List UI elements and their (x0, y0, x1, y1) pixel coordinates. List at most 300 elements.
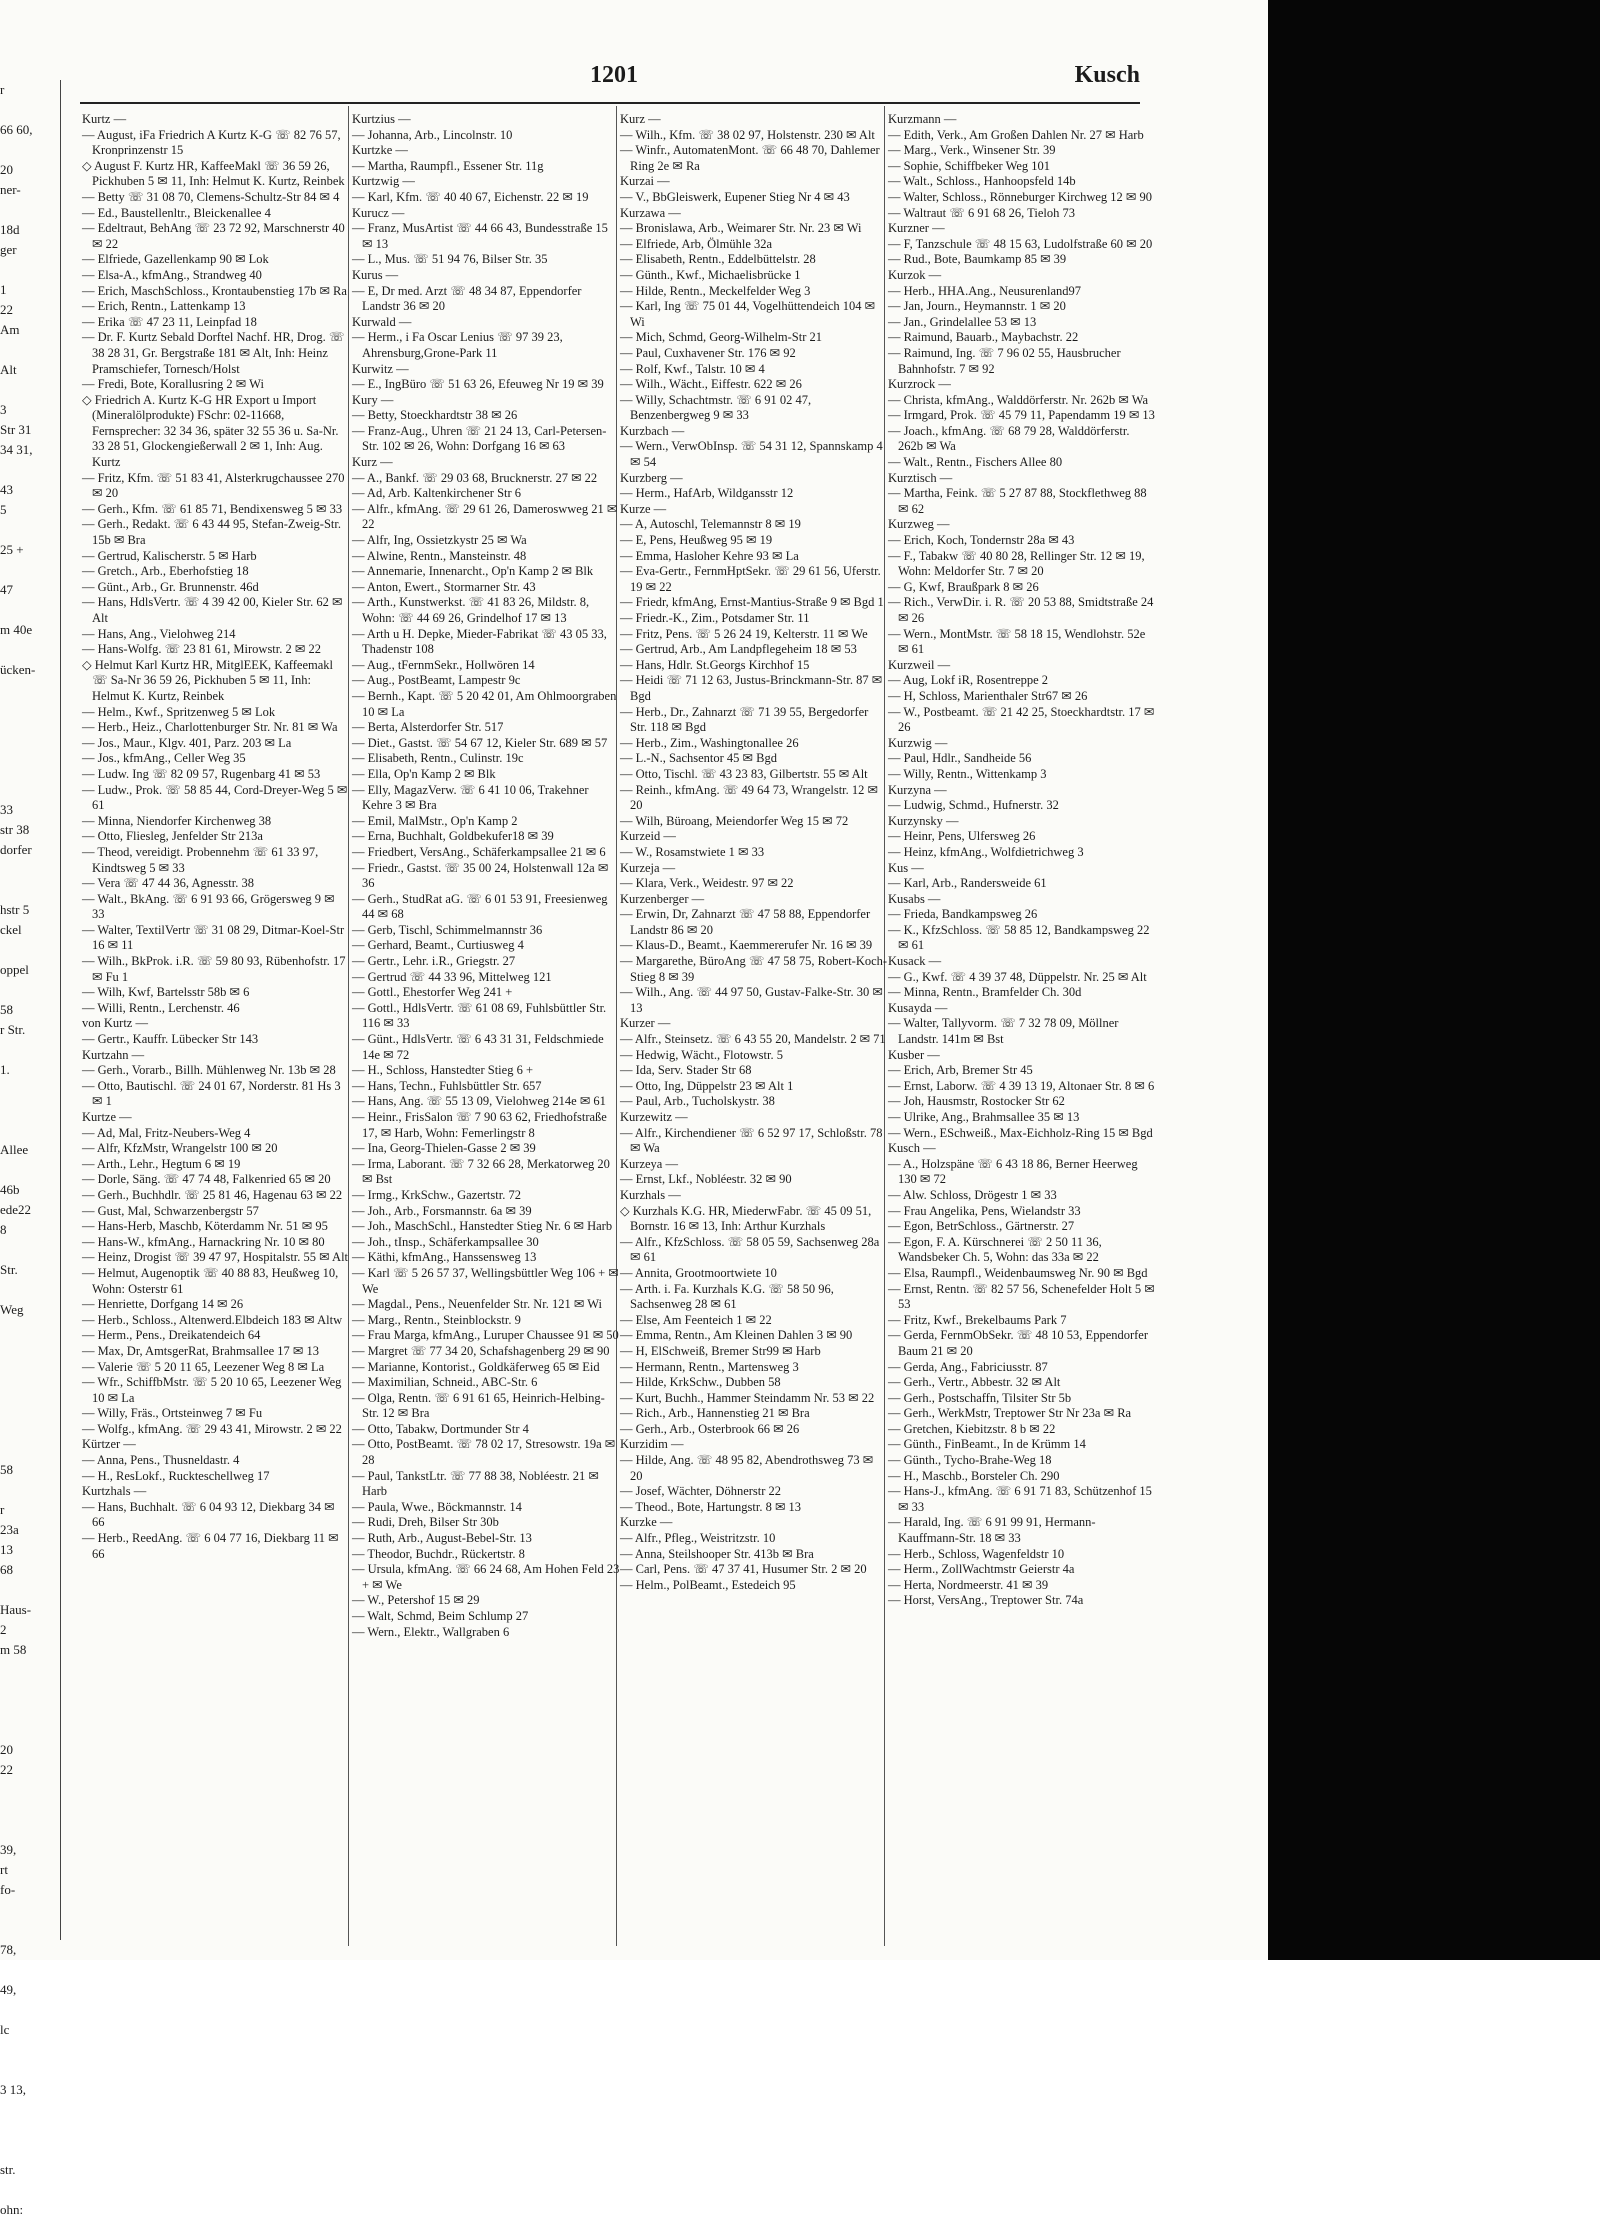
directory-entry: — Gerh., Kfm. ☏ 61 85 71, Bendixensweg 5 ✉ 33 (82, 501, 343, 516)
surname-heading: Kurzwig — (888, 735, 948, 750)
directory-entry: — Heinz, Drogist ☏ 39 47 97, Hospitalstr. 55 ✉ Alt (82, 1250, 349, 1265)
edge-fragment: 47 (0, 582, 13, 597)
directory-entry: — Joh, Hausmstr, Rostocker Str 62 (888, 1094, 1065, 1109)
directory-entry: — Herb., Heiz., Charlottenburger Str. Nr. 81 ✉ Wa (82, 720, 338, 735)
directory-entry: — Gertr., Kauffr. Lübecker Str 143 (82, 1032, 259, 1047)
surname-heading: Kus — (888, 860, 924, 875)
directory-entry: — Herb., Schloss, Wagenfeldstr 10 (888, 1546, 1065, 1561)
directory-entry: — Hans, HdlsVertr. ☏ 4 39 42 00, Kieler Str. 62 ✉ Alt (82, 595, 343, 625)
edge-fragment: oppel (0, 962, 29, 977)
edge-fragment: ede22 (0, 1202, 32, 1217)
directory-entry: — Hans-J., kfmAng. ☏ 6 91 71 83, Schützenhof 15 ✉ 33 (888, 1484, 1152, 1514)
edge-fragment: 68 (0, 1562, 13, 1577)
edge-fragment: fo- (0, 1882, 16, 1897)
surname-heading: Kusayda — (888, 1000, 948, 1015)
directory-entry: — Magdal., Pens., Neuenfelder Str. Nr. 121 ✉ Wi (352, 1297, 602, 1312)
edge-fragment: 22 (0, 1762, 13, 1777)
directory-entry: — Otto, Fliesleg, Jenfelder Str 213a (82, 829, 263, 844)
edge-fragment: 33 (0, 802, 13, 817)
directory-entry: — Karl, Ing ☏ 75 01 44, Vogelhüttendeich 104 ✉ Wi (620, 299, 876, 329)
directory-entry: — Gertrud, Kalischerstr. 5 ✉ Harb (82, 548, 257, 563)
directory-entry: — A., Bankf. ☏ 29 03 68, Brucknerstr. 27 ✉ 22 (352, 470, 598, 485)
directory-entry: — Annemarie, Innenarcht., Op'n Kamp 2 ✉ Blk (352, 564, 594, 579)
directory-entry: — Johanna, Arb., Lincolnstr. 10 (352, 127, 513, 142)
directory-entry: — Hermann, Rentn., Martensweg 3 (620, 1359, 799, 1374)
directory-entry: — Mich, Schmd, Georg-Wilhelm-Str 21 (620, 330, 823, 345)
directory-entry: — Wilh., Kfm. ☏ 38 02 97, Holstenstr. 230 ✉ Alt (620, 127, 875, 142)
edge-fragment (0, 200, 60, 220)
directory-entry: — Betty, Stoeckhardtstr 38 ✉ 26 (352, 408, 518, 423)
surname-heading: Kurzrock — (888, 377, 951, 392)
surname-heading: Kurz — (620, 112, 661, 126)
edge-fragment (0, 1160, 60, 1180)
edge-fragment: 78, (0, 1942, 17, 1957)
directory-entry: — Walt., BkAng. ☏ 6 91 93 66, Grögersweg 9 ✉ 33 (82, 891, 335, 922)
surname-heading: Kurzawa — (620, 205, 681, 220)
directory-entry: — Betty ☏ 31 08 70, Clemens-Schultz-Str 84 ✉ 4 (82, 189, 340, 204)
directory-entry: — Gerda, FernmObSekr. ☏ 48 10 53, Eppendorfer Baum 21 ✉ 20 (888, 1328, 1149, 1358)
surname-heading: Kurtzahn — (82, 1047, 145, 1062)
edge-fragment (0, 780, 60, 800)
directory-entry: — Gerda, Ang., Fabriciusstr. 87 (888, 1359, 1048, 1374)
directory-entry: — Franz-Aug., Uhren ☏ 21 24 13, Carl-Petersen-Str. 102 ✉ 26, Wohn: Dorfgang 16 ✉ 63 (352, 423, 607, 454)
directory-entry: — Rud., Bote, Baumkamp 85 ✉ 39 (888, 252, 1067, 267)
directory-entry: — Friedr.-K., Zim., Potsdamer Str. 11 (620, 611, 810, 625)
directory-entry: — Hilde, Ang. ☏ 48 95 82, Abendrothsweg 73 ✉ 20 (620, 1453, 874, 1483)
surname-heading: Kurzenberger — (620, 891, 705, 906)
directory-entry: — A, Autoschl, Telemannstr 8 ✉ 19 (620, 517, 801, 532)
directory-entry: — Raimund, Bauarb., Maybachstr. 22 (888, 330, 1079, 345)
directory-entry: — Günt., HdlsVertr. ☏ 6 43 31 31, Feldschmiede 14e ✉ 72 (352, 1032, 604, 1062)
directory-entry: — Rich., Arb., Hannenstieg 21 ✉ Bra (620, 1406, 810, 1421)
directory-entry: — Marg., Rentn., Steinblockstr. 9 (352, 1312, 521, 1327)
directory-entry: — H., Schloss, Hanstedter Stieg 6 + (352, 1063, 533, 1078)
directory-entry: — Margret ☏ 77 34 20, Schafshagenberg 29 ✉ 90 (352, 1343, 610, 1358)
edge-fragment (0, 1380, 60, 1400)
directory-entry: — Heinz, kfmAng., Wolfdietrichweg 3 (888, 844, 1084, 859)
directory-entry: — Emil, MalMstr., Op'n Kamp 2 (352, 813, 518, 828)
directory-entry: — Wolfg., kfmAng. ☏ 29 43 41, Mirowstr. 2 ✉ 22 (82, 1421, 342, 1436)
directory-entry: — Eva-Gertr., FernmHptSekr. ☏ 29 61 56, Uferstr. 19 ✉ 22 (620, 564, 881, 594)
directory-entry: — Hedwig, Wächt., Flotowstr. 5 (620, 1047, 783, 1062)
directory-entry: — Ursula, kfmAng. ☏ 66 24 68, Am Hohen Feld 23 + ✉ We (352, 1562, 620, 1592)
surname-heading: Kurzok — (888, 267, 942, 282)
directory-entry: — Gerh., Vorarb., Billh. Mühlenweg Nr. 13b ✉ 28 (82, 1063, 336, 1078)
directory-entry: — A., Holzspäne ☏ 6 43 18 86, Berner Heerweg 130 ✉ 72 (888, 1156, 1138, 1187)
edge-fragment: Am (0, 322, 20, 337)
edge-fragment: 58 (0, 1002, 13, 1017)
surname-heading: Kurzewitz — (620, 1110, 688, 1124)
directory-entry: — Jos., Maur., Klgv. 401, Parz. 203 ✉ La (82, 735, 292, 750)
directory-entry: — Jan, Journ., Heymannstr. 1 ✉ 20 (888, 299, 1066, 314)
directory-entry: — Elsa, Raumpfl., Weidenbaumsweg Nr. 90 ✉ Bgd (888, 1265, 1148, 1280)
directory-entry: — G., Kwf. ☏ 4 39 37 48, Düppelstr. Nr. 25 ✉ Alt (888, 969, 1147, 984)
directory-entry: — H, ElSchweiß, Bremer Str99 ✉ Harb (620, 1343, 821, 1358)
directory-entry: — Friedr, kfmAng, Ernst-Mantius-Straße 9 ✉ Bgd 1 (620, 595, 884, 610)
edge-fragment: 66 60, (0, 122, 33, 137)
directory-entry: — Wern., VerwObInsp. ☏ 54 31 12, Spannskamp 4 ✉ 54 (620, 439, 883, 470)
directory-entry: — L., Mus. ☏ 51 94 76, Bilser Str. 35 (352, 252, 548, 267)
edge-fragment: Str 31 (0, 422, 32, 437)
directory-column-1 (82, 112, 350, 1942)
surname-heading: Kurzeya — (620, 1156, 678, 1171)
directory-entry: — Theod, vereidigt. Probennehm ☏ 61 33 97, Kindtsweg 5 ✉ 33 (82, 844, 319, 875)
surname-heading: Kurzweil — (888, 657, 951, 672)
edge-fragment (0, 1420, 60, 1440)
edge-fragment: 43 (0, 482, 13, 497)
directory-entry: — Arth. i. Fa. Kurzhals K.G. ☏ 58 50 96, Sachsenweg 28 ✉ 61 (620, 1281, 834, 1312)
edge-fragment (0, 2180, 60, 2200)
edge-fragment (0, 1960, 60, 1980)
directory-entry: — Walt., Rentn., Fischers Allee 80 (888, 455, 1063, 470)
header-rule (80, 102, 1140, 104)
directory-entry: — Erich, Arb, Bremer Str 45 (888, 1063, 1033, 1078)
directory-entry: — Gottl., HdlsVertr. ☏ 61 08 69, Fuhlsbüttler Str. 116 ✉ 33 (352, 1000, 607, 1031)
surname-heading: Kurz — (352, 455, 393, 470)
edge-fragment: Haus- (0, 1602, 32, 1617)
directory-column-2 (352, 112, 620, 1942)
directory-entry: — Gerh., WerkMstr, Treptower Str Nr 23a ✉ Ra (888, 1406, 1132, 1421)
directory-entry: — Klaus-D., Beamt., Kaemmererufer Nr. 16 ✉ 39 (620, 938, 873, 953)
surname-heading: Kurzeja — (620, 860, 676, 875)
directory-entry: — Hans-Wolfg. ☏ 23 81 61, Mirowstr. 2 ✉ 22 (82, 642, 321, 657)
directory-entry: — Egon, F. A. Kürschnerei ☏ 2 50 11 36, Wandsbeker Ch. 5, Wohn: das 33a ✉ 22 (888, 1234, 1102, 1265)
directory-entry: — W., Rosamstwiete 1 ✉ 33 (620, 844, 765, 859)
directory-entry: — Walt., Schloss., Hanhoopsfeld 14b (888, 174, 1076, 189)
directory-entry: — Gretch., Arb., Eberhofstieg 18 (82, 564, 249, 579)
directory-entry: — Otto, Ing, Düppelstr 23 ✉ Alt 1 (620, 1078, 794, 1093)
directory-entry: — Hans, Hdlr. St.Georgs Kirchhof 15 (620, 657, 810, 672)
edge-fragment (0, 2060, 60, 2080)
surname-heading: Kurzidim — (620, 1437, 684, 1452)
edge-fragment (0, 1320, 60, 1340)
edge-fragment (0, 1660, 60, 1680)
directory-entry: — Emma, Rentn., Am Kleinen Dahlen 3 ✉ 90 (620, 1328, 853, 1343)
directory-entry: — Diet., Gastst. ☏ 54 67 12, Kieler Str. 689 ✉ 57 (352, 735, 608, 750)
directory-entry: — Erwin, Dr, Zahnarzt ☏ 47 58 88, Eppendorfer Landstr 86 ✉ 20 (620, 907, 871, 937)
directory-entry: — Elisabeth, Rentn., Culinstr. 19c (352, 751, 524, 766)
edge-fragment: 5 (0, 502, 7, 517)
directory-entry: — Herb., HHA.Ang., Neusurenland97 (888, 283, 1082, 298)
directory-entry: — Herb., Schloss., Altenwerd.Elbdeich 183 ✉ Altw (82, 1312, 343, 1327)
edge-fragment (0, 2100, 60, 2120)
directory-entry: — Gottl., Ehestorfer Weg 241 + (352, 985, 513, 1000)
directory-entry: — Hans-Herb, Maschb, Köterdamm Nr. 51 ✉ 95 (82, 1219, 328, 1234)
directory-entry: — Ina, Georg-Thielen-Gasse 2 ✉ 39 (352, 1141, 536, 1156)
directory-entry: — Marianne, Kontorist., Goldkäferweg 65 ✉ Eid (352, 1359, 600, 1374)
directory-entry: — Arth u H. Depke, Mieder-Fabrikat ☏ 43 05 33, Thadenstr 108 (352, 626, 607, 657)
surname-heading: Kurzai — (620, 174, 670, 189)
surname-heading: Kurtzius — (352, 112, 411, 126)
directory-entry: — Paul, Arb., Tucholskystr. 38 (620, 1094, 775, 1109)
edge-fragment (0, 880, 60, 900)
surname-heading: Kurze — (620, 501, 667, 516)
surname-heading: Kurzeid — (620, 829, 676, 844)
surname-heading: Kurzhals — (620, 1187, 681, 1202)
edge-fragment: 58 (0, 1462, 13, 1477)
surname-heading: Kurtzwig — (352, 174, 415, 189)
scanner-background (1268, 0, 1600, 2177)
directory-entry: — Wfr., SchiffbMstr. ☏ 5 20 10 65, Leezener Weg 10 ✉ La (82, 1375, 342, 1405)
directory-entry: — Frau Marga, kfmAng., Luruper Chaussee 91 ✉ 50 (352, 1328, 619, 1343)
edge-fragment: 23a (0, 1522, 19, 1537)
directory-entry: — Herta, Nordmeerstr. 41 ✉ 39 (888, 1577, 1049, 1592)
directory-entry: — Joh., tInsp., Schäferkampsallee 30 (352, 1234, 539, 1249)
margin-area (1268, 1960, 1600, 2177)
directory-entry: — Reinh., kfmAng. ☏ 49 64 73, Wrangelstr. 12 ✉ 20 (620, 782, 878, 813)
edge-fragment: ckel (0, 922, 22, 937)
edge-fragment: ner- (0, 182, 21, 197)
edge-fragment (0, 980, 60, 1000)
directory-entry: — K., KfzSchloss. ☏ 58 85 12, Bandkampsweg 22 ✉ 61 (888, 922, 1150, 953)
edge-fragment: 34 31, (0, 442, 33, 457)
directory-entry: — Ludw. Ing ☏ 82 09 57, Rugenbarg 41 ✉ 53 (82, 766, 321, 781)
directory-entry: — Karl, Arb., Randersweide 61 (888, 876, 1047, 891)
directory-entry: — Alfr., Kirchendiener ☏ 6 52 97 17, Schloßstr. 78 ✉ Wa (620, 1125, 883, 1156)
directory-entry: — Theodor, Buchdr., Rückertstr. 8 (352, 1546, 525, 1561)
directory-entry: — Wilh., Wächt., Eiffestr. 622 ✉ 26 (620, 377, 802, 392)
directory-entry: — Dr. F. Kurtz Sebald Dorftel Nachf. HR, Drog. ☏ 38 28 31, Gr. Bergstraße 181 ✉ Alt, Inh: Heinz Pramschiefer, Tornesch/Holst (82, 330, 345, 376)
directory-entry: — Edith, Verk., Am Großen Dahlen Nr. 27 ✉ Harb (888, 127, 1144, 142)
edge-fragment (0, 1360, 60, 1380)
directory-entry: — Gerhard, Beamt., Curtiusweg 4 (352, 938, 524, 953)
edge-fragment: 2 (0, 1622, 7, 1637)
edge-fragment: 3 (0, 402, 7, 417)
directory-entry: — Hans, Ang. ☏ 55 13 09, Vielohweg 214e ✉ 61 (352, 1094, 606, 1109)
edge-fragment (0, 680, 60, 700)
directory-entry: — Ludw., Prok. ☏ 58 85 44, Cord-Dreyer-Weg 5 ✉ 61 (82, 782, 348, 813)
edge-fragment (0, 2120, 60, 2140)
surname-heading: Kurtz — (82, 112, 127, 126)
directory-entry: — Elfriede, Gazellenkamp 90 ✉ Lok (82, 252, 269, 267)
directory-entry: — Herm., i Fa Oscar Lenius ☏ 97 39 23, Ahrensburg,Grone-Park 11 (352, 330, 563, 360)
directory-entry: — Karl, Kfm. ☏ 40 40 67, Eichenstr. 22 ✉ 19 (352, 189, 589, 204)
directory-entry: — Willy, Fräs., Ortsteinweg 7 ✉ Fu (82, 1406, 263, 1421)
directory-entry: — Else, Am Feenteich 1 ✉ 22 (620, 1312, 772, 1327)
edge-fragment: 20 (0, 1742, 13, 1757)
edge-fragment (0, 1920, 60, 1940)
edge-fragment: 18d (0, 222, 20, 237)
directory-entry: — Bronislawa, Arb., Weimarer Str. Nr. 23 ✉ Wi (620, 221, 862, 236)
directory-entry: — Alfr, KfzMstr, Wrangelstr 100 ✉ 20 (82, 1141, 278, 1156)
edge-fragment (0, 1820, 60, 1840)
directory-entry: — Horst, VersAng., Treptower Str. 74a (888, 1593, 1084, 1608)
directory-entry: — Fritz, Kfm. ☏ 51 83 41, Alsterkrugchaussee 270 ✉ 20 (82, 470, 345, 501)
edge-fragment: m 40e (0, 622, 33, 637)
surname-heading: Kurzner — (888, 221, 945, 236)
edge-fragment: m 58 (0, 1642, 27, 1657)
directory-entry: — Walter, Tallyvorm. ☏ 7 32 78 09, Möllner Landstr. 141m ✉ Bst (888, 1016, 1119, 1047)
surname-heading: Kürtzer — (82, 1437, 136, 1452)
directory-entry: — V., BbGleiswerk, Eupener Stieg Nr 4 ✉ 43 (620, 189, 850, 204)
directory-entry: — Gerh., Arb., Osterbrook 66 ✉ 26 (620, 1421, 800, 1436)
directory-entry: — Ella, Op'n Kamp 2 ✉ Blk (352, 766, 496, 781)
directory-entry: — Waltraut ☏ 6 91 68 26, Tieloh 73 (888, 205, 1075, 220)
directory-entry: — Berta, Alsterdorfer Str. 517 (352, 720, 504, 735)
directory-entry: — L.-N., Sachsentor 45 ✉ Bgd (620, 751, 777, 766)
directory-entry: — Wilh, Kwf, Bartelsstr 58b ✉ 6 (82, 985, 250, 1000)
directory-entry: — Elfriede, Arb, Ölmühle 32a (620, 236, 773, 251)
surname-heading: von Kurtz — (82, 1016, 148, 1031)
directory-entry: — Martha, Feink. ☏ 5 27 87 88, Stockflethweg 88 ✉ 62 (888, 486, 1147, 516)
directory-entry: — F, Tanzschule ☏ 48 15 63, Ludolfstraße 60 ✉ 20 (888, 236, 1153, 251)
directory-entry: — Rudi, Dreh, Bilser Str 30b (352, 1515, 499, 1530)
edge-fragment: str 38 (0, 822, 30, 837)
directory-entry: — Arth., Lehr., Hegtum 6 ✉ 19 (82, 1156, 241, 1171)
edge-fragment (0, 700, 60, 720)
edge-fragment (0, 260, 60, 280)
directory-entry: — Josef, Wächter, Döhnerstr 22 (620, 1484, 782, 1499)
directory-entry: — Helm., Kwf., Spritzenweg 5 ✉ Lok (82, 704, 276, 719)
edge-fragment (0, 1240, 60, 1260)
directory-entry: — Wern., ESchweiß., Max-Eichholz-Ring 15 ✉ Bgd (888, 1125, 1153, 1140)
edge-fragment (0, 1120, 60, 1140)
directory-entry: — Rolf, Kwf., Talstr. 10 ✉ 4 (620, 361, 765, 376)
edge-fragment: 1. (0, 1062, 10, 1077)
page-header (80, 62, 1140, 98)
directory-entry: — Paul, TankstLtr. ☏ 77 88 38, Nobléestr. 21 ✉ Harb (352, 1468, 599, 1499)
surname-heading: Kury — (352, 392, 394, 407)
directory-entry: — Heinr., FrisSalon ☏ 7 90 63 62, Friedhofstraße 17, ✉ Harb, Wohn: Femerlingstr 8 (352, 1110, 607, 1140)
directory-entry: — E, Dr med. Arzt ☏ 48 34 87, Eppendorfer Landstr 36 ✉ 20 (352, 283, 582, 314)
edge-fragment (0, 1480, 60, 1500)
edge-fragment (0, 1400, 60, 1420)
directory-entry: — Anna, Pens., Thusneldastr. 4 (82, 1453, 240, 1468)
directory-entry: — Carl, Pens. ☏ 47 37 41, Husumer Str. 2 ✉ 20 (620, 1562, 867, 1577)
directory-entry: ◇ August F. Kurtz HR, KaffeeMakl ☏ 36 59 26, Pickhuben 5 ✉ 11, Inh: Helmut K. Kurtz, Reinbek (82, 158, 345, 189)
surname-heading: Kusch — (888, 1141, 936, 1156)
directory-entry: — Ida, Serv. Stader Str 68 (620, 1063, 752, 1078)
directory-entry: — Friedbert, VersAng., Schäferkampsallee 21 ✉ 6 (352, 844, 606, 859)
directory-entry: — W., Petershof 15 ✉ 29 (352, 1593, 480, 1608)
edge-fragment (0, 860, 60, 880)
directory-column-4 (888, 112, 1156, 1942)
directory-entry: — Theod., Bote, Hartungstr. 8 ✉ 13 (620, 1499, 802, 1514)
directory-entry: — Gretchen, Kiebitzstr. 8 b ✉ 22 (888, 1421, 1056, 1436)
directory-entry: — Kurt, Buchh., Hammer Steindamm Nr. 53 ✉ 22 (620, 1390, 875, 1405)
directory-entry: — Walt, Schmd, Beim Schlump 27 (352, 1609, 529, 1623)
edge-fragment: r (0, 1502, 5, 1517)
page-number: 1201 (590, 62, 638, 88)
directory-entry: — Dorle, Säng. ☏ 47 74 48, Falkenried 65 ✉ 20 (82, 1172, 331, 1187)
directory-entry: — Emma, Hasloher Kehre 93 ✉ La (620, 548, 799, 563)
edge-fragment (0, 380, 60, 400)
directory-entry: — Gertrud, Arb., Am Landpflegeheim 18 ✉ 53 (620, 642, 857, 657)
directory-entry: — Elly, MagazVerw. ☏ 6 41 10 06, Trakehner Kehre 3 ✉ Bra (352, 782, 589, 813)
edge-fragment (0, 1720, 60, 1740)
directory-entry: — Gertrud ☏ 44 33 96, Mittelweg 121 (352, 969, 552, 984)
directory-entry: — Erna, Buchhalt, Goldbekufer18 ✉ 39 (352, 829, 554, 844)
directory-entry: — G, Kwf, Braußpark 8 ✉ 26 (888, 579, 1039, 594)
surname-heading: Kurtze — (82, 1110, 132, 1124)
surname-heading: Kurtzke — (352, 143, 408, 158)
directory-entry: — Gerh., Vertr., Abbestr. 32 ✉ Alt (888, 1375, 1061, 1390)
surname-heading: Kurzweg — (888, 517, 950, 532)
directory-entry: — Klara, Verk., Weidestr. 97 ✉ 22 (620, 876, 794, 891)
directory-entry: — Arth., Kunstwerkst. ☏ 41 83 26, Mildstr. 8, Wohn: ☏ 44 69 26, Grindelhof 17 ✉ 13 (352, 595, 590, 625)
surname-heading: Kusack — (888, 954, 942, 969)
surname-heading: Kurzbach — (620, 423, 685, 438)
directory-entry: — Alwine, Rentn., Mansteinstr. 48 (352, 548, 527, 563)
edge-fragment (0, 1580, 60, 1600)
edge-fragment: r (0, 82, 5, 97)
running-head: Kusch (1074, 62, 1140, 88)
surname-heading: Kurzer — (620, 1016, 671, 1031)
edge-fragment (0, 940, 60, 960)
directory-entry: — Ernst, Rentn. ☏ 82 57 56, Schenefelder Holt 5 ✉ 53 (888, 1281, 1155, 1312)
directory-entry: — Hans, Buchhalt. ☏ 6 04 93 12, Diekbarg 34 ✉ 66 (82, 1499, 335, 1530)
directory-entry: — Anton, Ewert., Stormarner Str. 43 (352, 579, 536, 594)
directory-entry: — Willi, Rentn., Lerchenstr. 46 (82, 1000, 240, 1015)
edge-fragment (0, 1440, 60, 1460)
directory-entry: — Günth., Kwf., Michaelisbrücke 1 (620, 267, 801, 282)
edge-fragment: str. (0, 2162, 16, 2177)
directory-entry: — Erich, MaschSchloss., Krontaubenstieg 17b ✉ Ra (82, 283, 347, 298)
directory-entry: — Heinr, Pens, Ulfersweg 26 (888, 829, 1036, 844)
directory-entry: — Edeltraut, BehAng ☏ 23 72 92, Marschnerstr 40 ✉ 22 (82, 221, 345, 251)
surname-heading: Kusabs — (888, 891, 941, 906)
directory-entry: — Egon, BetrSchloss., Gärtnerstr. 27 (888, 1219, 1075, 1234)
edge-fragment: rt (0, 1862, 8, 1877)
directory-entry: — Margarethe, BüroAng ☏ 47 58 75, Robert-Koch-Stieg 8 ✉ 39 (620, 954, 888, 984)
edge-fragment: Str. (0, 1262, 18, 1277)
edge-fragment (0, 1780, 60, 1800)
edge-fragment (0, 1700, 60, 1720)
directory-column-3 (620, 112, 888, 1942)
directory-entry: — Christa, kfmAng., Walddörferstr. Nr. 262b ✉ Wa (888, 392, 1149, 407)
directory-entry: — Minna, Niendorfer Kirchenweg 38 (82, 813, 272, 828)
directory-entry: — Raimund, Ing. ☏ 7 96 02 55, Hausbrucher Bahnhofstr. 7 ✉ 92 (888, 345, 1121, 376)
directory-entry: — Aug., tFernmSekr., Hollwören 14 (352, 657, 535, 672)
directory-entry: — Vera ☏ 47 44 36, Agnesstr. 38 (82, 876, 254, 891)
directory-entry: — Günth., Tycho-Brahe-Weg 18 (888, 1453, 1052, 1468)
directory-entry: — Wilh., Ang. ☏ 44 97 50, Gustav-Falke-Str. 30 ✉ 13 (620, 985, 883, 1015)
directory-entry: — Jan., Grindelallee 53 ✉ 13 (888, 314, 1037, 329)
directory-entry: — Herm., ZollWachtmstr Geierstr 4a (888, 1562, 1075, 1577)
edge-fragment (0, 560, 60, 580)
directory-entry: — Walter, Schloss., Rönneburger Kirchweg 12 ✉ 90 (888, 189, 1153, 204)
directory-entry: — Gerh., Buchhdlr. ☏ 25 81 46, Hagenau 63 ✉ 22 (82, 1187, 343, 1202)
edge-fragment (0, 1340, 60, 1360)
edge-fragment (0, 460, 60, 480)
directory-entry: — Paula, Wwe., Böckmannstr. 14 (352, 1499, 522, 1514)
directory-entry: — Valerie ☏ 5 20 11 65, Leezener Weg 8 ✉ La (82, 1359, 325, 1374)
directory-entry: — Erich, Koch, Tondernstr 28a ✉ 43 (888, 533, 1075, 548)
directory-entry: — Otto, Tabakw, Dortmunder Str 4 (352, 1421, 529, 1436)
directory-entry: — Fritz, Pens. ☏ 5 26 24 19, Kelterstr. 11 ✉ We (620, 626, 868, 641)
directory-entry: — Hans, Techn., Fuhlsbüttler Str. 657 (352, 1078, 542, 1093)
edge-fragment (0, 1900, 60, 1920)
directory-entry: — Otto, PostBeamt. ☏ 78 02 17, Stresowstr. 19a ✉ 28 (352, 1437, 616, 1468)
edge-fragment: 20 (0, 162, 13, 177)
directory-entry: — Harald, Ing. ☏ 6 91 99 91, Hermann-Kauffmann-Str. 18 ✉ 33 (888, 1515, 1096, 1546)
directory-entry: — Irmg., KrkSchw., Gazertstr. 72 (352, 1187, 521, 1202)
directory-entry: — Elisabeth, Rentn., Eddelbüttelstr. 28 (620, 252, 816, 267)
directory-entry: — Helm., PolBeamt., Estedeich 95 (620, 1577, 796, 1592)
directory-entry: — Sophie, Schiffbeker Weg 101 (888, 158, 1051, 173)
edge-fragment (0, 1280, 60, 1300)
surname-heading: Kurzyna — (888, 782, 947, 797)
edge-fragment (0, 1080, 60, 1100)
edge-fragment: dorfer (0, 842, 32, 857)
surname-heading: Kurzke — (620, 1515, 673, 1530)
edge-fragment: Allee (0, 1142, 29, 1157)
directory-entry: — Wilh., BkProk. i.R. ☏ 59 80 93, Rübenhofstr. 17 ✉ Fu 1 (82, 954, 346, 984)
directory-entry: — Minna, Rentn., Bramfelder Ch. 30d (888, 985, 1082, 1000)
directory-entry: — Martha, Raumpfl., Essener Str. 11g (352, 158, 544, 173)
surname-heading: Kurucz — (352, 205, 405, 220)
edge-fragment: 22 (0, 302, 13, 317)
